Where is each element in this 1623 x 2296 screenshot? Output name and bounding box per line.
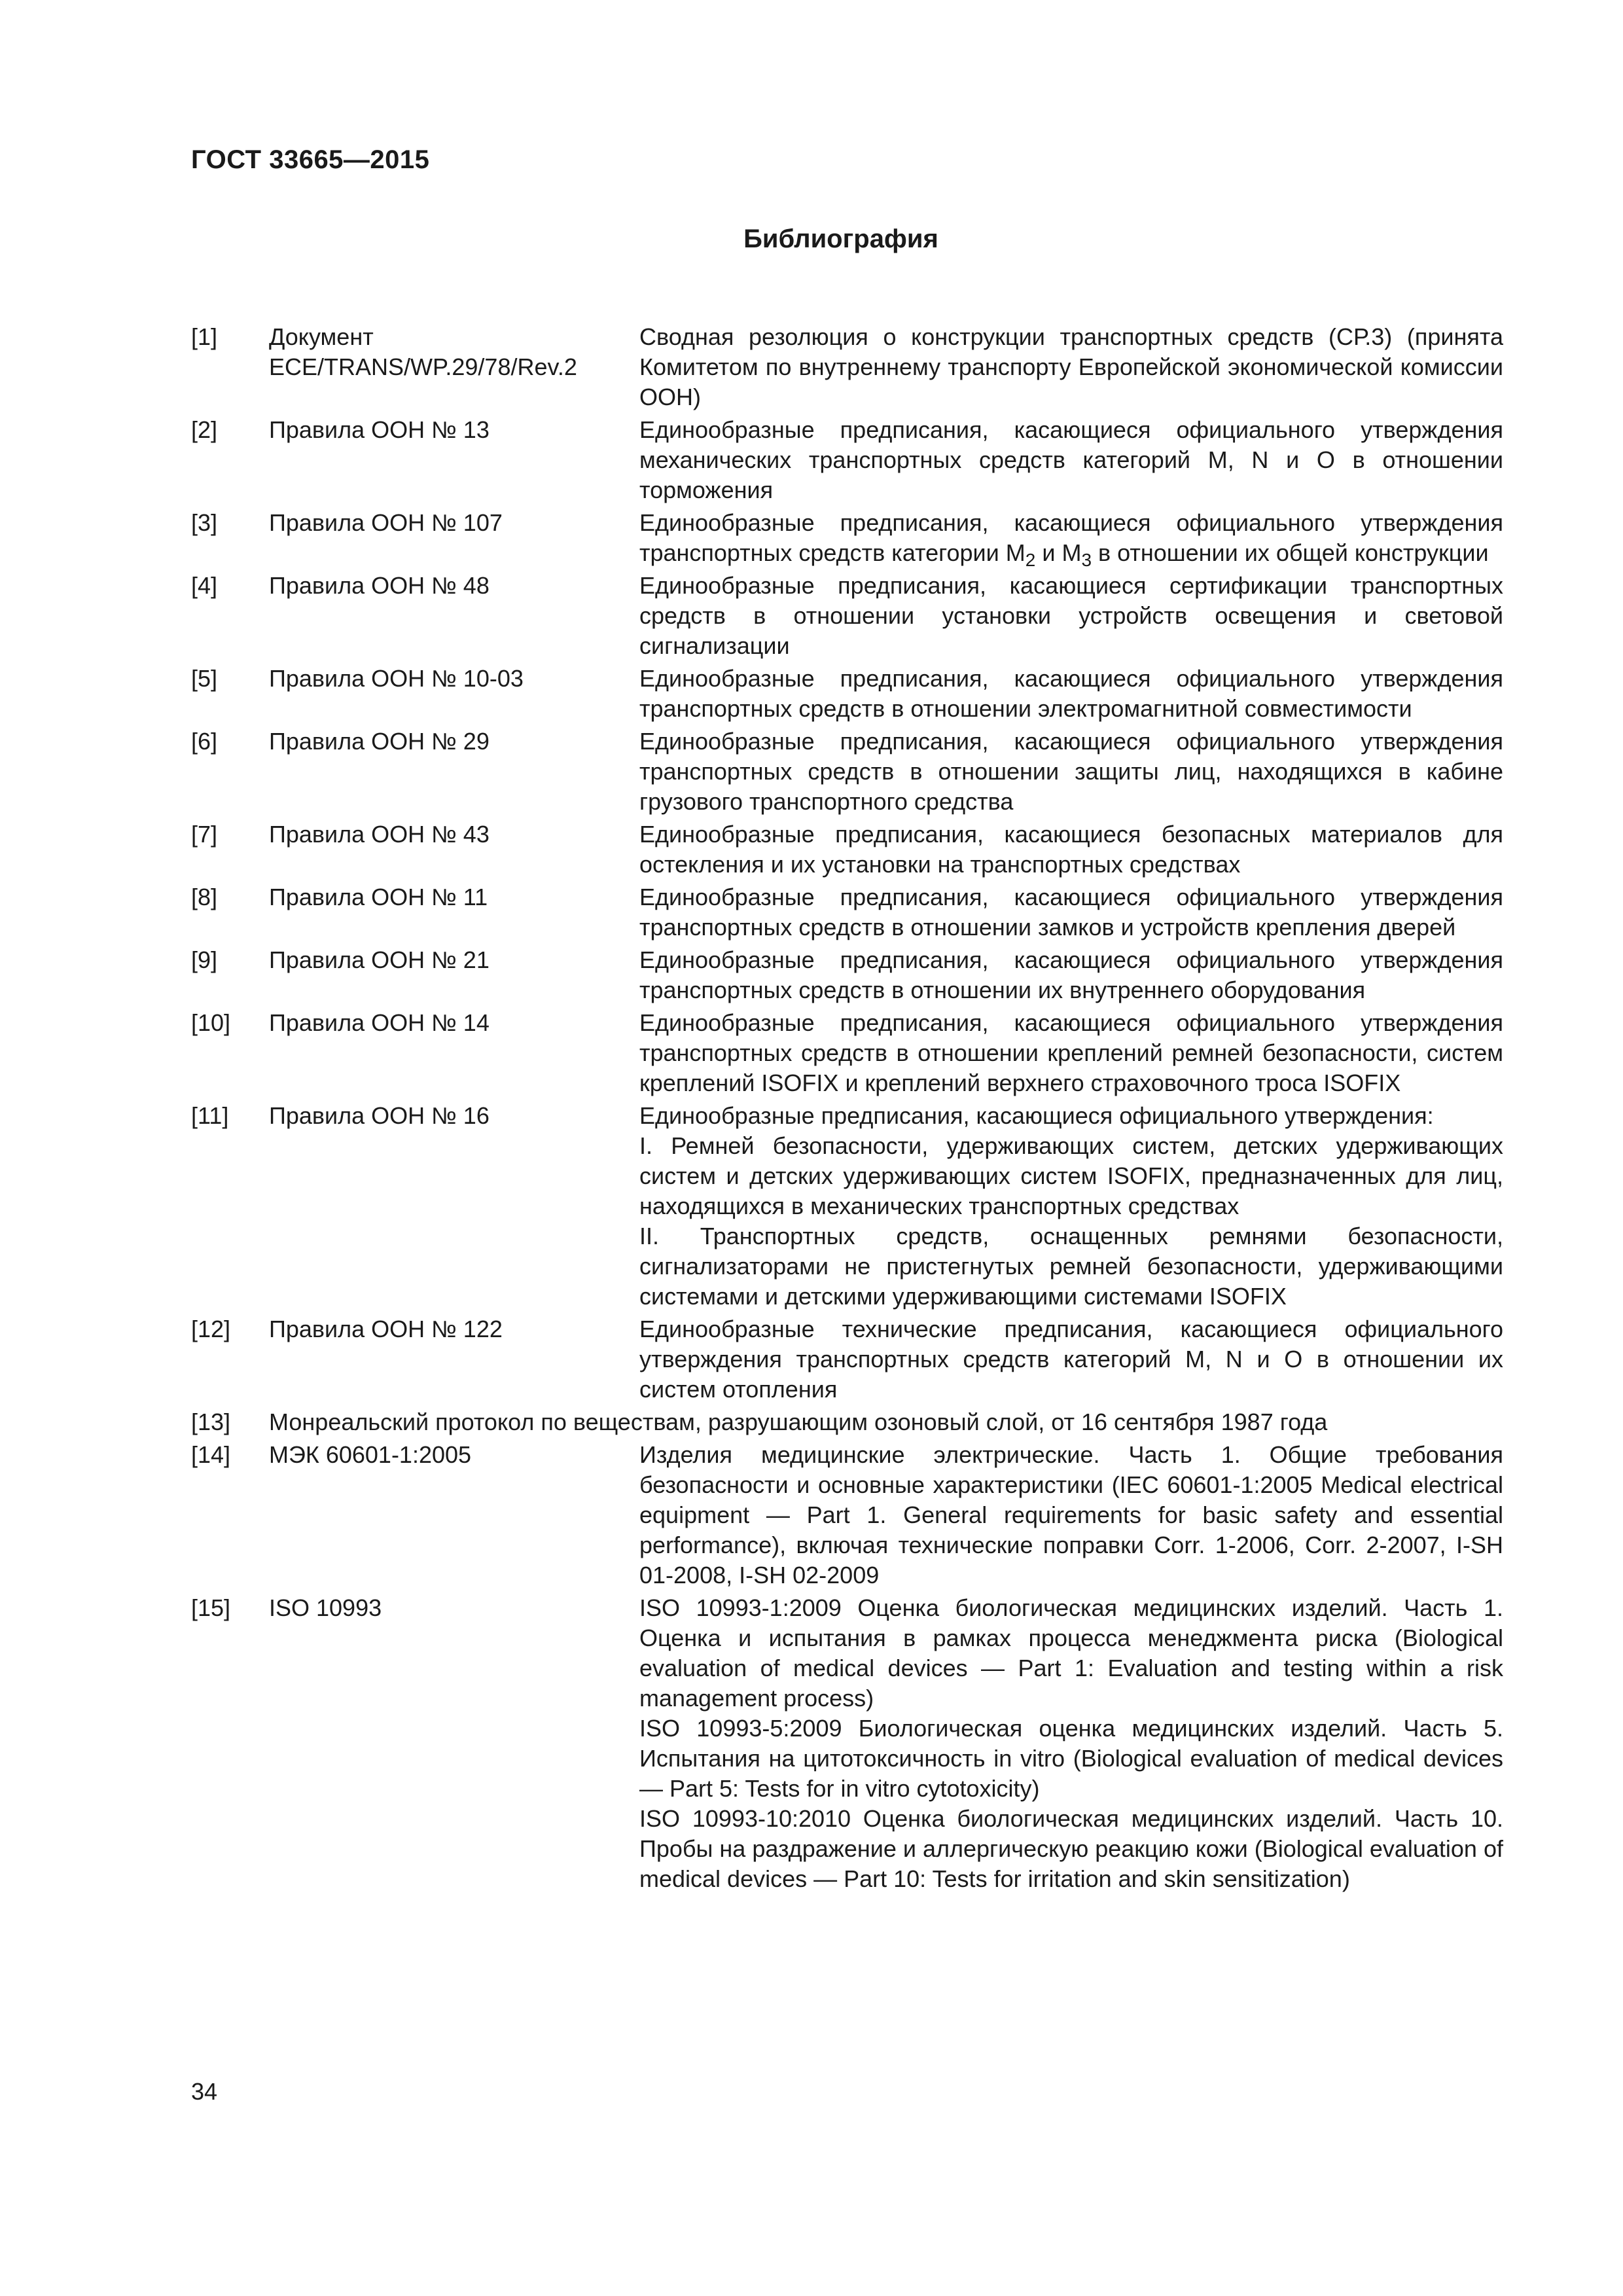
bibliography-entry-2 — [191, 415, 1503, 505]
entry-full-text: Монреальский протокол по веществам, разрушающим озоновый слой, от 16 сентября 1987 года — [269, 1408, 1328, 1435]
bibliography-entry-13 — [191, 1407, 1503, 1437]
description-paragraph: Единообразные предписания, касающиеся официального утверждения транспортных средств в отношении креплений ремней безопасности, систем креплений ISOFIX и креплений верхнего страховочного троса ISOFIX — [639, 1009, 1503, 1096]
entry-reference: Правила ООН № 122 — [269, 1316, 503, 1342]
entry-description — [639, 508, 1503, 568]
entry-reference: Правила ООН № 107 — [269, 509, 503, 536]
entry-description — [639, 664, 1503, 724]
description-paragraph: Единообразные предписания, касающиеся официального утверждения: — [639, 1102, 1434, 1129]
entry-number: [3] — [191, 509, 218, 536]
description-paragraph: Сводная резолюция о конструкции транспортных средств (СР.3) (принята Комитетом по внутреннему транспорту Европейской экономической комиссии ООН) — [639, 323, 1503, 410]
entry-number: [11] — [191, 1102, 229, 1129]
description-paragraph: Единообразные технические предписания, касающиеся официального утверждения транспортных средств категорий М, N и О в отношении их систем отопления — [639, 1316, 1503, 1403]
entry-number: [13] — [191, 1408, 231, 1435]
description-paragraph: II. Транспортных средств, оснащенных ремнями безопасности, сигнализаторами не пристегнутых ремней безопасности, удерживающими системами и детскими удерживающими системами ISOFIX — [639, 1223, 1503, 1310]
entry-reference: Правила ООН № 29 — [269, 728, 490, 755]
entry-description — [639, 415, 1503, 505]
bibliography-entry-15 — [191, 1593, 1503, 1894]
entry-description — [639, 1593, 1503, 1894]
description-paragraph: ISO 10993-1:2009 Оценка биологическая медицинских изделий. Часть 1. Оценка и испытания в рамках процесса менеджмента риска (Biological evaluation of medical devices — Part 1: Evaluation and testing within a risk management process) — [639, 1594, 1503, 1712]
entry-description — [639, 945, 1503, 1005]
entry-reference: Правила ООН № 13 — [269, 416, 490, 443]
bibliography-entry-7 — [191, 819, 1503, 880]
bibliography-entry-4 — [191, 571, 1503, 661]
description-paragraph: Единообразные предписания, касающиеся официального утверждения транспортных средств в отношении защиты лиц, находящихся в кабине грузового транспортного средства — [639, 728, 1503, 815]
description-paragraph: Единообразные предписания, касающиеся безопасных материалов для остекления и их установки на транспортных средствах — [639, 821, 1503, 878]
entry-number: [4] — [191, 572, 218, 599]
entry-description — [639, 1101, 1503, 1312]
entry-description — [639, 819, 1503, 880]
description-text: в отношении их общей конструкции — [1092, 539, 1489, 566]
entry-description — [639, 1440, 1503, 1590]
bibliography-entry-5 — [191, 664, 1503, 724]
entry-description — [639, 1008, 1503, 1098]
bibliography-entry-8 — [191, 882, 1503, 942]
description-paragraph: Изделия медицинские электрические. Часть 1. Общие требования безопасности и основные характеристики (IEC 60601-1:2005 Medical electrical equipment — Part 1. General requirements for basic safety and essential performance), включая технические поправки Corr. 1-2006, Corr. 2-2007, I-SH 01-2008, I-SH 02-2009 — [639, 1441, 1503, 1588]
subscript: 3 — [1081, 550, 1092, 570]
entry-number: [5] — [191, 665, 218, 692]
entry-number: [10] — [191, 1009, 231, 1036]
entry-number: [15] — [191, 1594, 231, 1621]
subscript: 2 — [1025, 550, 1036, 570]
entry-number: [14] — [191, 1441, 231, 1468]
bibliography-list — [191, 322, 1503, 1897]
entry-number: [7] — [191, 821, 218, 848]
entry-description — [639, 726, 1503, 817]
bibliography-entry-3 — [191, 508, 1503, 568]
reference-line: Документ — [269, 323, 374, 350]
description-paragraph: Единообразные предписания, касающиеся официального утверждения транспортных средств в отношении их внутреннего оборудования — [639, 946, 1503, 1003]
entry-reference: Правила ООН № 14 — [269, 1009, 490, 1036]
entry-reference: Правила ООН № 21 — [269, 946, 490, 973]
bibliography-entry-14 — [191, 1440, 1503, 1590]
bibliography-entry-1 — [191, 322, 1503, 412]
page-title: Библиография — [743, 224, 938, 253]
description-paragraph: Единообразные предписания, касающиеся сертификации транспортных средств в отношении установки устройств освещения и световой сигнализации — [639, 572, 1503, 659]
entry-description — [639, 1314, 1503, 1405]
description-paragraph — [639, 508, 1503, 568]
description-paragraph: Единообразные предписания, касающиеся официального утверждения транспортных средств в отношении электромагнитной совместимости — [639, 665, 1503, 722]
entry-reference: Правила ООН № 48 — [269, 572, 490, 599]
entry-description — [639, 322, 1503, 412]
description-text: и М — [1035, 539, 1082, 566]
entry-reference: Правила ООН № 16 — [269, 1102, 490, 1129]
entry-reference: Правила ООН № 10-03 — [269, 665, 524, 692]
entry-number: [8] — [191, 884, 218, 910]
entry-reference — [269, 322, 639, 412]
entry-number: [2] — [191, 416, 218, 443]
entry-description — [639, 882, 1503, 942]
entry-reference: МЭК 60601-1:2005 — [269, 1441, 472, 1468]
description-text: Единообразные предписания, касающиеся официального утверждения транспортных средств категории М — [639, 509, 1503, 566]
reference-line: ECE/TRANS/WP.29/78/Rev.2 — [269, 353, 577, 380]
bibliography-entry-11 — [191, 1101, 1503, 1312]
bibliography-entry-6 — [191, 726, 1503, 817]
bibliography-entry-10 — [191, 1008, 1503, 1098]
bibliography-entry-9 — [191, 945, 1503, 1005]
description-paragraph: Единообразные предписания, касающиеся официального утверждения транспортных средств в отношении замков и устройств крепления дверей — [639, 884, 1503, 941]
entry-reference: Правила ООН № 11 — [269, 884, 488, 910]
entry-number: [6] — [191, 728, 218, 755]
description-paragraph: Единообразные предписания, касающиеся официального утверждения механических транспортных средств категорий М, N и О в отношении торможения — [639, 416, 1503, 503]
page-number: 34 — [191, 2078, 218, 2105]
entry-number: [1] — [191, 323, 218, 350]
standard-header: ГОСТ 33665—2015 — [191, 145, 430, 174]
description-paragraph: ISO 10993-5:2009 Биологическая оценка медицинских изделий. Часть 5. Испытания на цитотоксичность in vitro (Biological evaluation of medical devices — Part 5: Tests for in vitro cytotoxicity) — [639, 1715, 1503, 1802]
bibliography-entry-12 — [191, 1314, 1503, 1405]
entry-number: [9] — [191, 946, 218, 973]
entry-reference: Правила ООН № 43 — [269, 821, 490, 848]
description-paragraph: ISO 10993-10:2010 Оценка биологическая медицинских изделий. Часть 10. Пробы на раздражение и аллергическую реакцию кожи (Biological evaluation of medical devices — Part 10: Tests for irritation and skin sensitization) — [639, 1805, 1503, 1892]
entry-number: [12] — [191, 1316, 231, 1342]
entry-reference: ISO 10993 — [269, 1594, 382, 1621]
entry-description — [639, 571, 1503, 661]
description-paragraph: I. Ремней безопасности, удерживающих систем, детских удерживающих систем и детских удерживающих систем ISOFIX, предназначенных для лиц, находящихся в механических транспортных средствах — [639, 1132, 1503, 1219]
